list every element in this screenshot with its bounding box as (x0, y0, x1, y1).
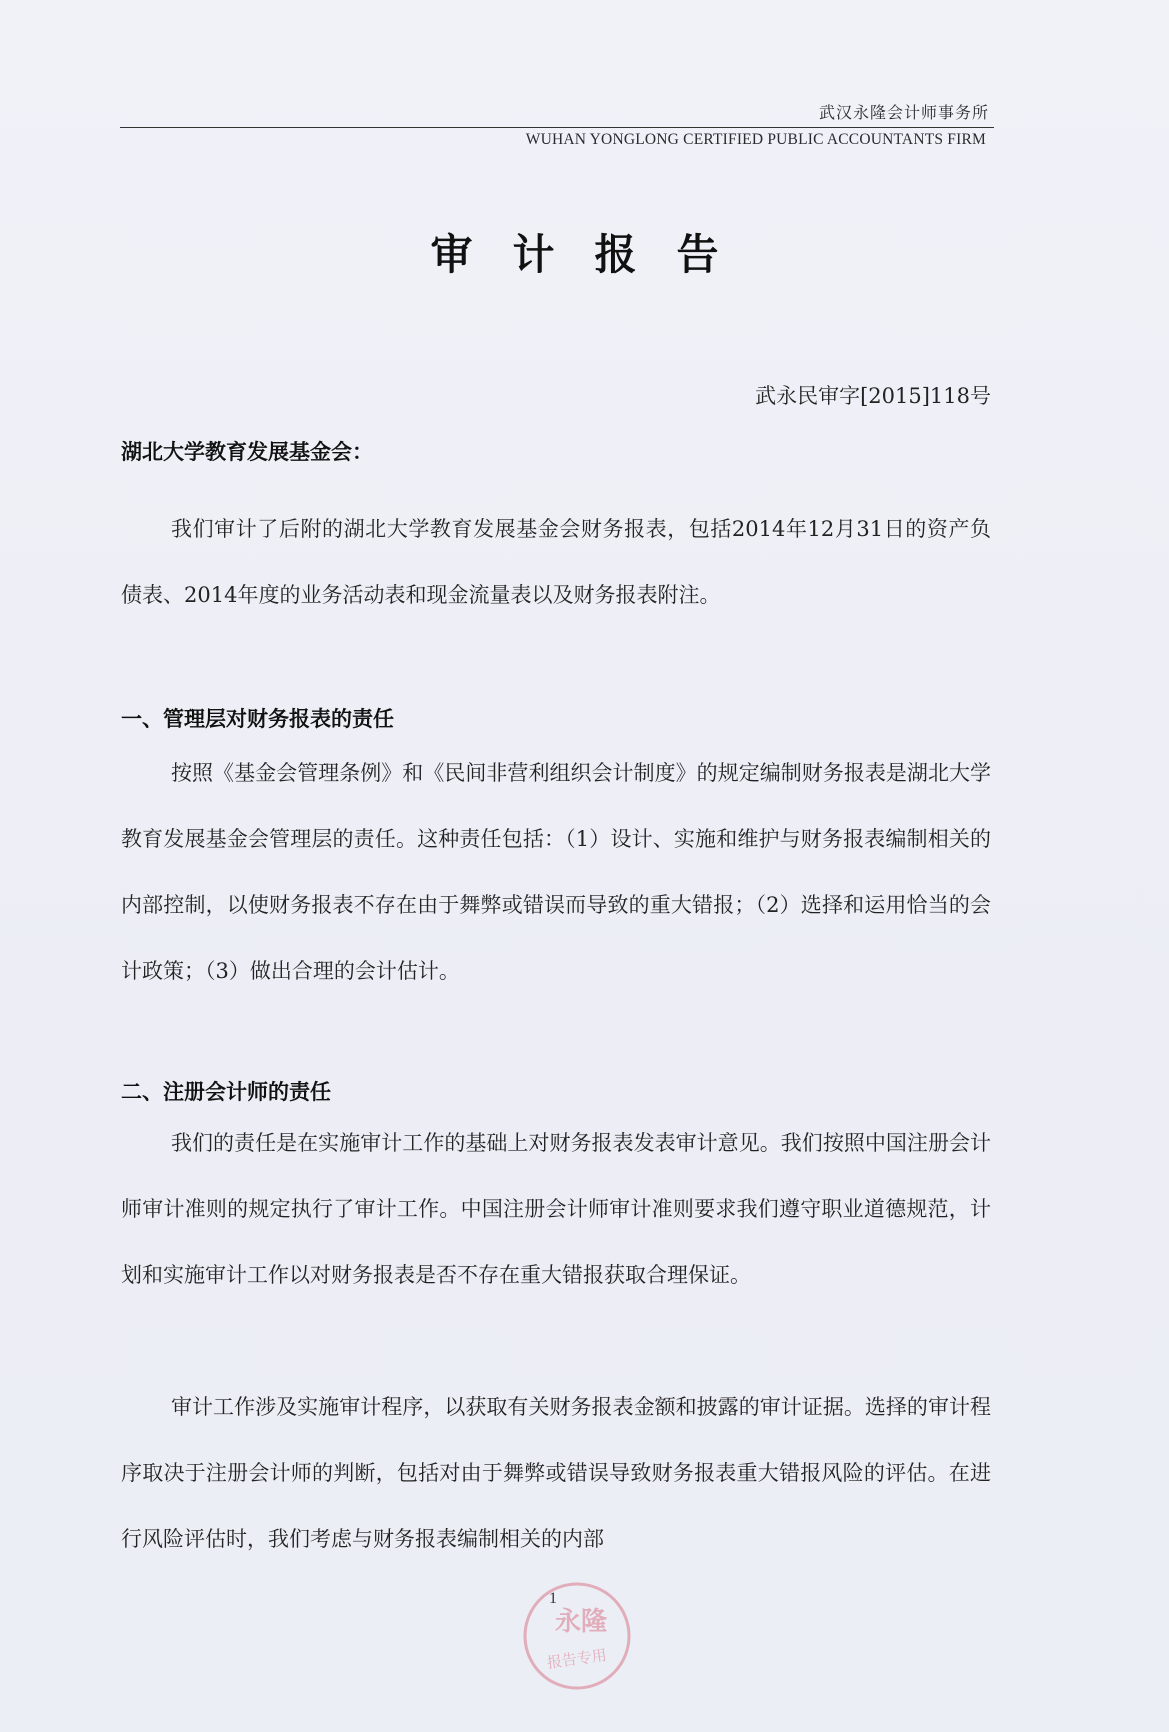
addressee: 湖北大学教育发展基金会： (121, 440, 373, 464)
section-1-heading: 一、管理层对财务报表的责任 (121, 707, 394, 731)
section-2-paragraph-1: 我们的责任是在实施审计工作的基础上对财务报表发表审计意见。我们按照中国注册会计师审计准则的规定执行了审计工作。中国注册会计师审计准则要求我们遵守职业道德规范，计划和实施审计工作以对财务报表是否不存在重大错报获取合理保证。 (121, 1131, 991, 1287)
seal-bottom-text: 报告专用 (545, 1645, 608, 1673)
header-divider (120, 127, 994, 128)
intro-paragraph: 我们审计了后附的湖北大学教育发展基金会财务报表，包括2014年12月31日的资产负债表、2014年度的业务活动表和现金流量表以及财务报表附注。 (121, 517, 991, 607)
firm-name-chinese: 武汉永隆会计师事务所 (818, 103, 989, 122)
report-title: 审计报告 (430, 230, 759, 279)
section-2-paragraph-2: 审计工作涉及实施审计程序，以获取有关财务报表金额和披露的审计证据。选择的审计程序取决于注册会计师的判断，包括对由于舞弊或错误导致财务报表重大错报风险的评估。在进行风险评估时，我们考虑与财务报表编制相关的内部 (121, 1395, 991, 1551)
seal-stamp-icon (521, 1580, 633, 1692)
reference-number: 武永民审字[2015]118号 (755, 384, 991, 408)
page-number: 1 (549, 1590, 557, 1607)
seal-top-text: 永隆 (554, 1607, 608, 1637)
section-1-paragraph: 按照《基金会管理条例》和《民间非营利组织会计制度》的规定编制财务报表是湖北大学教育发展基金会管理层的责任。这种责任包括：（1）设计、实施和维护与财务报表编制相关的内部控制，以使财务报表不存在由于舞弊或错误而导致的重大错报；（2）选择和运用恰当的会计政策；（3）做出合理的会计估计。 (121, 761, 991, 983)
section-2-heading: 二、注册会计师的责任 (121, 1080, 331, 1104)
firm-name-english: WUHAN YONGLONG CERTIFIED PUBLIC ACCOUNTANTS FIRM (525, 131, 986, 148)
